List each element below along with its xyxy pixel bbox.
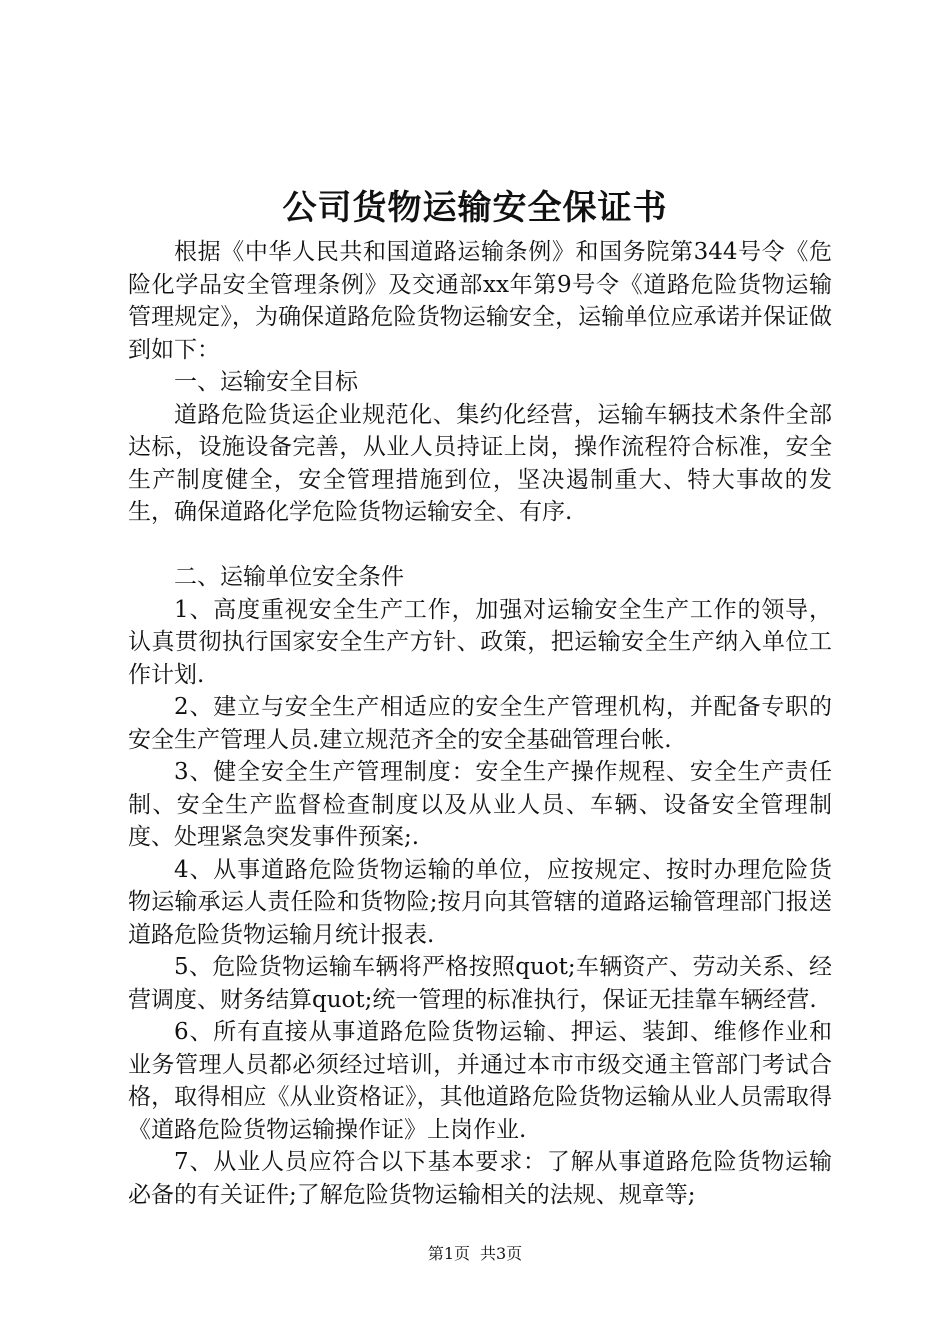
paragraph-item-2: 2、建立与安全生产相适应的安全生产管理机构，并配备专职的安全生产管理人员.建立规范齐全的安全基础管理台帐. [128,694,832,753]
paragraph-intro: 根据《中华人民共和国道路运输条例》和国务院第344号令《危险化学品安全管理条例》及交通部xx年第9号令《道路危险货物运输管理规定》，为确保道路危险货物运输安全，运输单位应承诺并保证做到如下： [128,239,832,363]
section-heading-1: 一、运输安全目标 [174,369,358,395]
page-footer [0,1243,950,1265]
paragraph-item-4: 4、从事道路危险货物运输的单位，应按规定、按时办理危险货物运输承运人责任险和货物险;按月向其管辖的道路运输管理部门报送道路危险货物运输月统计报表. [128,856,832,948]
page-total: 共3页 [480,1244,523,1263]
paragraph-item-1: 1、高度重视安全生产工作，加强对运输安全生产工作的领导，认真贯彻执行国家安全生产方针、政策，把运输安全生产纳入单位工作计划. [128,596,832,688]
page-number: 第1页 [427,1244,470,1263]
paragraph-item-3: 3、健全安全生产管理制度：安全生产操作规程、安全生产责任制、安全生产监督检查制度以及从业人员、车辆、设备安全管理制度、处理紧急突发事件预案;. [128,759,832,850]
document-title: 公司货物运输安全保证书 [282,188,668,228]
document-body [128,236,832,1211]
section-heading-2: 二、运输单位安全条件 [174,564,404,590]
paragraph-item-7: 7、从业人员应符合以下基本要求：了解从事道路危险货物运输必备的有关证件;了解危险货物运输相关的法规、规章等; [128,1149,832,1208]
paragraph-safety-goal: 道路危险货运企业规范化、集约化经营，运输车辆技术条件全部达标，设施设备完善，从业人员持证上岗，操作流程符合标准，安全生产制度健全，安全管理措施到位，坚决遏制重大、特大事故的发生，确保道路化学危险货物运输安全、有序. [128,401,832,525]
paragraph-item-6: 6、所有直接从事道路危险货物运输、押运、装卸、维修作业和业务管理人员都必须经过培训，并通过本市市级交通主管部门考试合格，取得相应《从业资格证》，其他道路危险货物运输从业人员需取得《道路危险货物运输操作证》上岗作业. [128,1019,832,1143]
paragraph-item-5: 5、危险货物运输车辆将严格按照quot;车辆资产、劳动关系、经营调度、财务结算quot;统一管理的标准执行，保证无挂靠车辆经营. [128,954,832,1013]
